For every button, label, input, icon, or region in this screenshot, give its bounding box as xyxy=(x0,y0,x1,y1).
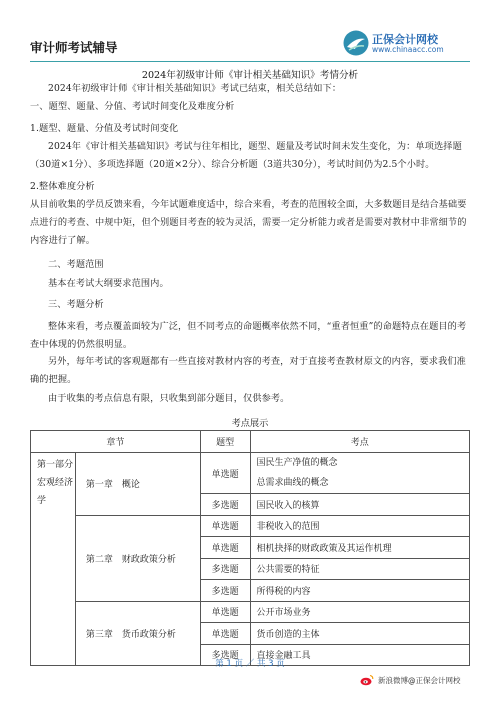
table-row xyxy=(31,601,470,623)
table-row xyxy=(31,515,470,537)
point-cell: 公开市场业务 xyxy=(250,601,469,623)
point-cell: 相机抉择的财政政策及其运作机理 xyxy=(250,537,469,559)
point-cell: 所得税的内容 xyxy=(250,580,469,602)
type-cell: 单选题 xyxy=(200,537,250,559)
chapter-cell: 第三章 货币政策分析 xyxy=(75,601,200,666)
chapter-cell: 第一章 概论 xyxy=(75,453,200,516)
document-title: 2024年初级审计师《审计相关基础知识》考情分析 xyxy=(141,70,359,81)
point-cell: 国民收入的核算 xyxy=(250,494,469,516)
point-cell: 直接金融工具 xyxy=(250,644,469,666)
logo-url: www.chinaacc.com xyxy=(372,45,444,54)
type-cell: 多选题 xyxy=(200,580,250,602)
weibo-handle: 新浪微博@正保会计网校 xyxy=(378,676,461,685)
chapter-cell: 第二章 财政政策分析 xyxy=(75,515,200,601)
type-cell: 多选题 xyxy=(200,558,250,580)
type-cell: 多选题 xyxy=(200,644,250,666)
point-cell: 货币创造的主体 xyxy=(250,623,469,645)
subheading-1-2: 2.整体难度分析 xyxy=(30,181,95,192)
type-cell: 单选题 xyxy=(200,601,250,623)
header-cell-chapter: 章节 xyxy=(31,431,201,453)
type-cell: 单选题 xyxy=(200,515,250,537)
subheading-1-1: 1.题型、题量、分值及考试时间变化 xyxy=(30,123,179,134)
point-cell: 非税收入的范围 xyxy=(250,515,469,537)
paragraph-analysis: 整体来看，考点覆盖面较为广泛，但不同考点的命题概率依然不同，“重者恒重”的命题特点在题目的考查中体现的仍然很明显。 xyxy=(30,321,467,350)
exam-points-table xyxy=(30,430,470,666)
type-cell: 单选题 xyxy=(200,453,250,494)
type-cell: 多选题 xyxy=(200,494,250,516)
table-caption: 考点展示 xyxy=(231,418,269,429)
logo-name: 正保会计网校 xyxy=(372,33,438,46)
point-cell: 公共需要的特征 xyxy=(250,558,469,580)
point-cell xyxy=(250,453,469,494)
paragraph-scope: 基本在考试大纲要求范围内。 xyxy=(48,278,169,289)
intro-paragraph: 2024年初级审计师《审计相关基础知识》考试已结束，相关总结如下： xyxy=(48,83,342,94)
table-header-row xyxy=(31,431,470,453)
paragraph-exam-format: 2024年《审计相关基础知识》考试与往年相比，题型、题量及考试时间未发生变化，为：单项选择题（30道×1分）、多项选择题（20道×2分）、综合分析题（3道共30分），考试时间仍为2.5个小时。 xyxy=(30,141,462,170)
point-text: 总需求曲线的概念 xyxy=(256,478,329,488)
point-text: 国民生产净值的概念 xyxy=(256,458,338,468)
part-cell: 第一部分宏观经济学 xyxy=(31,453,76,666)
paragraph-note: 由于收集的考点信息有限，只收集到部分题目，仅供参考。 xyxy=(48,393,290,404)
logo-emblem-icon xyxy=(343,30,369,56)
section-heading-1: 一、题型、题量、分值、考试时间变化及难度分析 xyxy=(30,101,235,112)
page-header xyxy=(0,0,500,62)
paragraph-objective: 另外，每年考试的客观题都有一些直接对教材内容的考查，对于直接考查教材原文的内容，要求我们准确的把握。 xyxy=(30,356,466,385)
weibo-credit xyxy=(360,674,472,688)
page-indicator: 第 1 页 ／ 共 3 页 xyxy=(215,659,285,669)
header-divider xyxy=(30,61,470,62)
section-heading-2: 二、考题范围 xyxy=(48,259,104,270)
table-row xyxy=(31,453,470,494)
header-title: 审计师考试辅导 xyxy=(30,40,118,55)
paragraph-difficulty: 从目前收集的学员反馈来看，今年试题难度适中，综合来看，考查的范围较全面，大多数题目是结合基础要点进行的考查、中规中矩，但个别题目考查的较为灵活，需要一定分析能力或者是需要对教材中非常细节的内容进行了解。 xyxy=(30,199,467,246)
header-cell-point: 考点 xyxy=(250,431,469,453)
type-cell: 单选题 xyxy=(200,623,250,645)
header-cell-type: 题型 xyxy=(200,431,250,453)
chinaacc-logo xyxy=(343,30,477,58)
section-heading-3: 三、考题分析 xyxy=(48,299,104,310)
weibo-icon xyxy=(360,674,374,686)
